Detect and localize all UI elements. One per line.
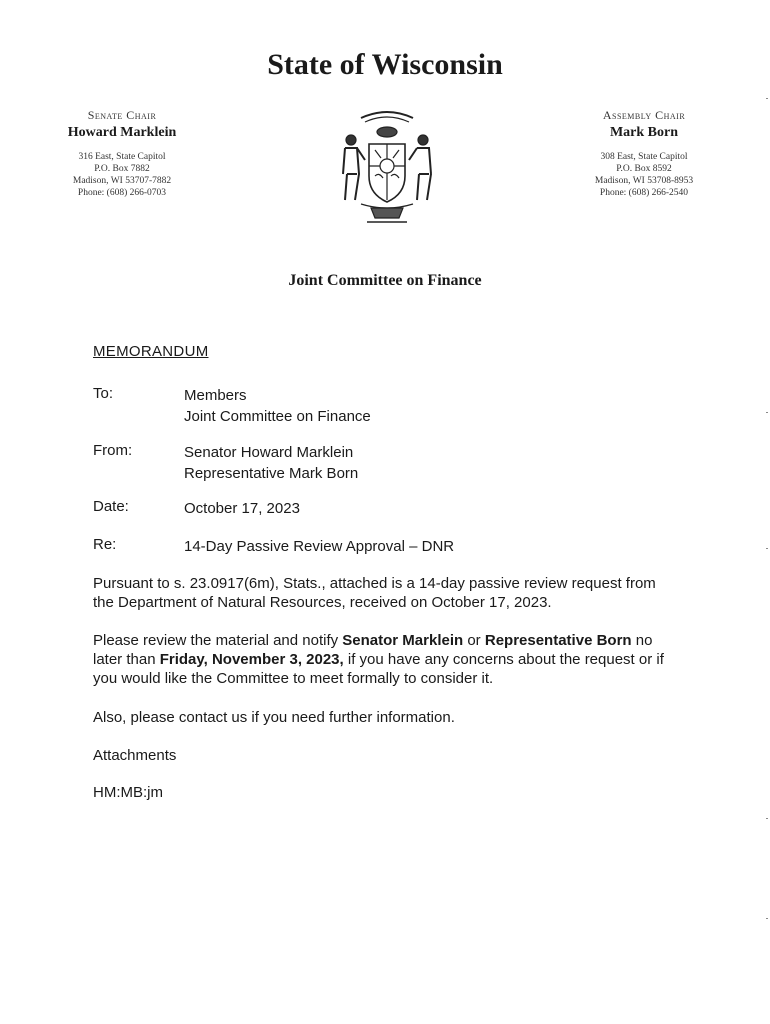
senate-chair-name: Howard Marklein (67, 125, 177, 140)
assembly-phone: Phone: (608) 266-2540 (599, 188, 689, 198)
date-label: Date: (93, 498, 129, 515)
para-text: Please review the material and notify (93, 632, 343, 649)
senate-chair-block (22, 108, 222, 199)
scan-mark (766, 918, 768, 919)
scan-mark (766, 818, 768, 819)
paragraph-review-request (93, 631, 673, 688)
date-value: October 17, 2023 (184, 500, 300, 517)
representative-name-bold: Representative Born (484, 632, 632, 649)
paragraph-contact: Also, please contact us if you need further information. (93, 709, 455, 726)
para-text: no later than (93, 632, 653, 668)
senate-chair-label: Senate Chair (87, 108, 157, 122)
scan-mark (766, 412, 768, 413)
assembly-chair-name: Mark Born (609, 125, 679, 140)
page-title: State of Wisconsin (267, 48, 503, 81)
assembly-chair-label: Assembly Chair (602, 108, 686, 122)
assembly-address-line: Madison, WI 53708-8953 (594, 176, 694, 186)
from-label: From: (93, 442, 133, 459)
senate-phone: Phone: (608) 266-0703 (77, 188, 167, 198)
from-value (184, 442, 358, 484)
from-line: Senator Howard Marklein (184, 444, 354, 461)
wisconsin-state-seal-icon (331, 104, 443, 226)
to-line: Joint Committee on Finance (184, 408, 371, 425)
to-value (184, 385, 371, 427)
memo-heading: MEMORANDUM (93, 343, 209, 360)
para-text: if you have any concerns about the request or if you would like the Committee to meet formally to consider it. (93, 651, 664, 687)
to-label: To: (93, 385, 114, 402)
attachments-line: Attachments (93, 747, 177, 764)
to-line: Members (184, 387, 247, 404)
assembly-chair-block (544, 108, 744, 199)
senate-address-line: P.O. Box 7882 (94, 164, 150, 174)
re-label: Re: (93, 536, 117, 553)
committee-name: Joint Committee on Finance (288, 272, 482, 289)
paragraph-pursuant: Pursuant to s. 23.0917(6m), Stats., attached is a 14-day passive review request from the Department of Natural Resources, received on October 17, 2023. (93, 575, 656, 611)
from-line: Representative Mark Born (184, 465, 359, 482)
para-text: or (463, 632, 485, 649)
scan-mark (766, 98, 768, 99)
assembly-address-line: P.O. Box 8592 (616, 164, 672, 174)
initials-line: HM:MB:jm (93, 784, 163, 801)
scan-mark (766, 548, 768, 549)
senate-chair-address (22, 151, 222, 199)
senate-address-line: Madison, WI 53707-7882 (72, 176, 172, 186)
re-value: 14-Day Passive Review Approval – DNR (184, 538, 455, 555)
assembly-address-line: 308 East, State Capitol (600, 152, 688, 162)
senator-name-bold: Senator Marklein (342, 632, 464, 649)
senate-address-line: 316 East, State Capitol (78, 152, 166, 162)
deadline-date-bold: Friday, November 3, 2023, (159, 651, 344, 668)
assembly-chair-address (544, 151, 744, 199)
